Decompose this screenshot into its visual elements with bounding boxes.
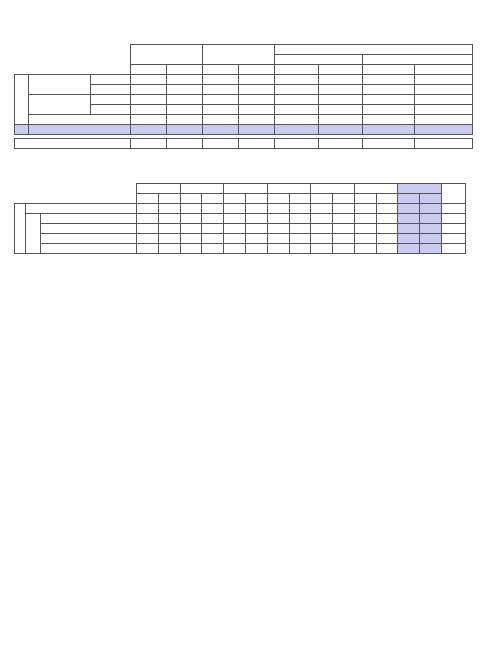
cell <box>415 105 473 115</box>
group-label <box>29 95 91 115</box>
cell <box>363 125 415 135</box>
cell <box>354 214 376 224</box>
row-label <box>25 204 136 214</box>
header-diff <box>275 45 473 55</box>
cell <box>131 85 167 95</box>
girls-header <box>239 65 275 75</box>
cell <box>202 244 224 254</box>
cell <box>239 85 275 95</box>
cell <box>354 234 376 244</box>
cell <box>311 214 333 224</box>
cell <box>363 115 415 125</box>
cell <box>224 224 246 234</box>
cell <box>131 139 167 149</box>
cell <box>354 204 376 214</box>
cell <box>333 214 355 224</box>
cell <box>363 85 415 95</box>
cell <box>415 85 473 95</box>
cell <box>267 224 289 234</box>
cell <box>224 204 246 214</box>
col-header <box>224 184 268 194</box>
cell <box>137 234 159 244</box>
cell <box>275 125 319 135</box>
cell <box>363 139 415 149</box>
cell <box>158 204 180 214</box>
cell <box>245 244 267 254</box>
cell <box>137 224 159 234</box>
cell <box>319 95 363 105</box>
cell <box>137 244 159 254</box>
guhan-label <box>29 115 131 125</box>
cell <box>311 204 333 214</box>
cell <box>158 224 180 234</box>
cell <box>275 105 319 115</box>
cell <box>239 105 275 115</box>
cell <box>203 95 239 105</box>
cell <box>275 85 319 95</box>
cell <box>202 234 224 244</box>
cell <box>245 224 267 234</box>
cell <box>203 85 239 95</box>
cell <box>180 214 202 224</box>
cell <box>131 105 167 115</box>
cell <box>239 95 275 105</box>
cell <box>333 224 355 234</box>
girls-header <box>415 65 473 75</box>
cell <box>131 75 167 85</box>
detail-table <box>14 183 488 254</box>
cell <box>267 204 289 214</box>
cell <box>363 75 415 85</box>
cell <box>398 224 420 234</box>
cell <box>202 204 224 214</box>
cell <box>420 204 442 214</box>
row-label <box>41 214 137 224</box>
cell <box>376 214 398 224</box>
header-previous <box>203 45 275 65</box>
cell <box>167 139 203 149</box>
cell <box>275 75 319 85</box>
cell <box>167 95 203 105</box>
cell <box>319 85 363 95</box>
summary-table <box>14 44 473 149</box>
sub-label <box>91 85 131 95</box>
cell <box>333 244 355 254</box>
cell <box>267 214 289 224</box>
cell <box>131 95 167 105</box>
cell <box>420 244 442 254</box>
girls-header <box>319 65 363 75</box>
cell <box>376 244 398 254</box>
cell <box>158 244 180 254</box>
cell <box>376 204 398 214</box>
cell <box>398 234 420 244</box>
cell <box>363 105 415 115</box>
cell <box>333 234 355 244</box>
col-header <box>311 184 355 194</box>
col-header <box>354 184 398 194</box>
girls-header <box>420 194 442 204</box>
cell <box>441 244 465 254</box>
cell <box>267 244 289 254</box>
header-persons <box>275 55 363 65</box>
cell <box>180 204 202 214</box>
cell <box>420 224 442 234</box>
cell <box>289 234 311 244</box>
cell <box>319 125 363 135</box>
side-label-hikou <box>15 75 29 125</box>
cell <box>398 204 420 214</box>
girls-header <box>245 194 267 204</box>
sub-label <box>91 105 131 115</box>
cell <box>319 75 363 85</box>
cell <box>363 95 415 105</box>
cell <box>289 204 311 214</box>
cell <box>239 125 275 135</box>
cell <box>158 234 180 244</box>
cell <box>420 214 442 224</box>
cell <box>180 234 202 244</box>
cell <box>441 224 465 234</box>
cell <box>354 244 376 254</box>
cell <box>203 139 239 149</box>
cell <box>376 224 398 234</box>
girls-header <box>167 65 203 75</box>
col-header <box>180 184 224 194</box>
header-current <box>131 45 203 65</box>
header-ratio <box>363 55 473 65</box>
col-header <box>267 184 311 194</box>
cell <box>420 234 442 244</box>
cell <box>398 244 420 254</box>
cell <box>167 105 203 115</box>
cell <box>239 75 275 85</box>
cell <box>311 224 333 234</box>
cell <box>137 204 159 214</box>
group-label <box>29 75 91 95</box>
row-label <box>41 224 137 234</box>
cell <box>203 125 239 135</box>
cell <box>158 214 180 224</box>
cell <box>275 139 319 149</box>
cell <box>137 214 159 224</box>
cell <box>245 234 267 244</box>
cell <box>224 234 246 244</box>
row-label <box>41 244 137 254</box>
cell <box>289 214 311 224</box>
cell <box>415 75 473 85</box>
girls-header <box>289 194 311 204</box>
girls-header <box>202 194 224 204</box>
cell <box>239 139 275 149</box>
cell <box>180 244 202 254</box>
cell <box>311 234 333 244</box>
col-header <box>398 184 442 194</box>
cell <box>203 75 239 85</box>
cell <box>289 224 311 234</box>
cell <box>275 95 319 105</box>
furyo-label <box>15 139 131 149</box>
row-label <box>41 234 137 244</box>
col-header <box>441 184 465 204</box>
cell <box>319 105 363 115</box>
sub-label <box>91 95 131 105</box>
cell <box>245 204 267 214</box>
cell <box>245 214 267 224</box>
cell <box>267 234 289 244</box>
side-label-keiho <box>15 204 26 254</box>
cell <box>441 214 465 224</box>
cell <box>441 204 465 214</box>
cell <box>319 139 363 149</box>
cell <box>441 234 465 244</box>
section-label-sobo <box>25 214 40 254</box>
cell <box>415 115 473 125</box>
cell <box>415 95 473 105</box>
cell <box>333 204 355 214</box>
cell <box>224 214 246 224</box>
cell <box>202 214 224 224</box>
cell <box>202 224 224 234</box>
cell <box>203 105 239 115</box>
girls-header <box>158 194 180 204</box>
cell <box>180 224 202 234</box>
cell <box>224 244 246 254</box>
sub-label <box>91 75 131 85</box>
cell <box>311 244 333 254</box>
cell <box>354 224 376 234</box>
cell <box>415 125 473 135</box>
cell <box>167 75 203 85</box>
cell <box>289 244 311 254</box>
cell <box>398 214 420 224</box>
girls-header <box>376 194 398 204</box>
cell <box>167 125 203 135</box>
summary-total-label <box>29 125 131 135</box>
cell <box>167 85 203 95</box>
cell <box>376 234 398 244</box>
cell <box>415 139 473 149</box>
girls-header <box>333 194 355 204</box>
cell <box>131 125 167 135</box>
col-header <box>137 184 181 194</box>
